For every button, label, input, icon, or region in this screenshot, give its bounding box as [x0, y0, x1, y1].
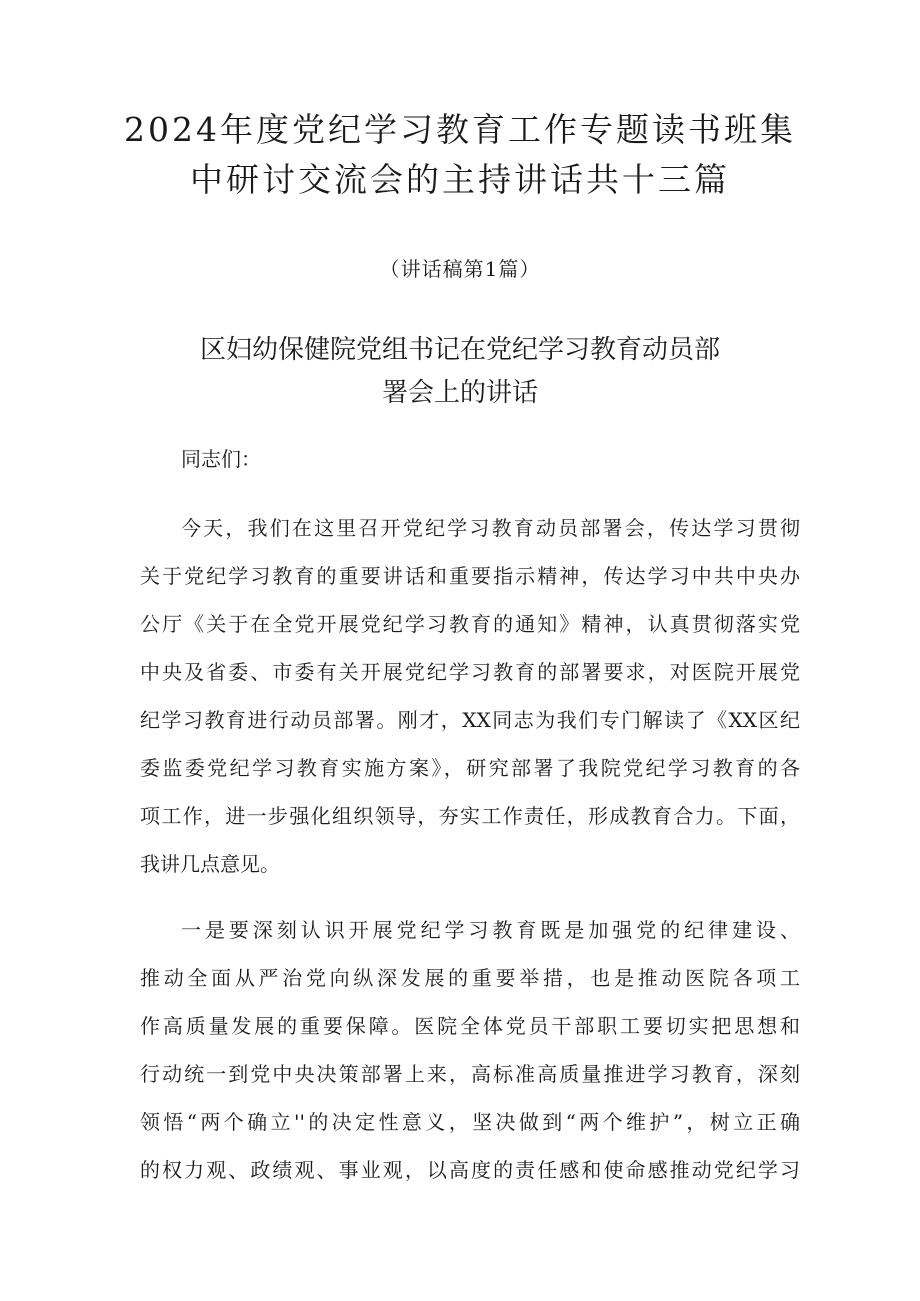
document-title-line-2: 中研讨交流会的主持讲话共十三篇 [190, 160, 730, 199]
paragraph-line: 领悟“两个确立''的决定性意义，坚决做到“两个维护”，树立正确 [140, 1110, 800, 1134]
paragraph-line: 推动全面从严治党向纵深发展的重要举措，也是推动医院各项工 [140, 966, 800, 990]
paragraph-line: 作高质量发展的重要保障。医院全体党员干部职工要切实把思想和 [140, 1014, 800, 1038]
paragraph-line: 我讲几点意见。 [140, 852, 280, 876]
paragraph-line: 公厅《关于在全党开展党纪学习教育的通知》精神，认真贯彻落实党 [140, 612, 800, 636]
paragraph-line: 一是要深刻认识开展党纪学习教育既是加强党的纪律建设、 [181, 918, 800, 942]
speech-title-line-2: 署会上的讲话 [381, 378, 538, 408]
body-paragraph [140, 504, 800, 888]
paragraph-line: 行动统一到党中央决策部署上来，高标准高质量推进学习教育，深刻 [140, 1062, 800, 1086]
document-title-line-1: 2024年度党纪学习教育工作专题读书班集 [124, 110, 796, 149]
paragraph-line: 关于党纪学习教育的重要讲话和重要指示精神，传达学习中共中央办 [140, 564, 800, 588]
paragraph-line: 的权力观、政绩观、事业观，以高度的责任感和使命感推动党纪学习 [140, 1158, 800, 1182]
paragraph-line: 今天，我们在这里召开党纪学习教育动员部署会，传达学习贯彻 [181, 516, 800, 540]
speech-title-line-1: 区妇幼保健院党组书记在党纪学习教育动员部 [199, 335, 720, 365]
paragraph-line: 项工作，进一步强化组织领导，夯实工作责任，形成教育合力。下面， [140, 804, 800, 828]
paragraph-line: 委监委党纪学习教育实施方案》，研究部署了我院党纪学习教育的各 [140, 756, 800, 780]
paragraph-line: 纪学习教育进行动员部署。刚才，XX同志为我们专门解读了《XX区纪 [140, 708, 800, 732]
paragraph-line: 中央及省委、市委有关开展党纪学习教育的部署要求，对医院开展党 [140, 660, 800, 684]
speech-number: （讲话稿第1篇） [379, 257, 541, 281]
salutation: 同志们： [181, 447, 261, 471]
body-paragraph [140, 906, 800, 1194]
